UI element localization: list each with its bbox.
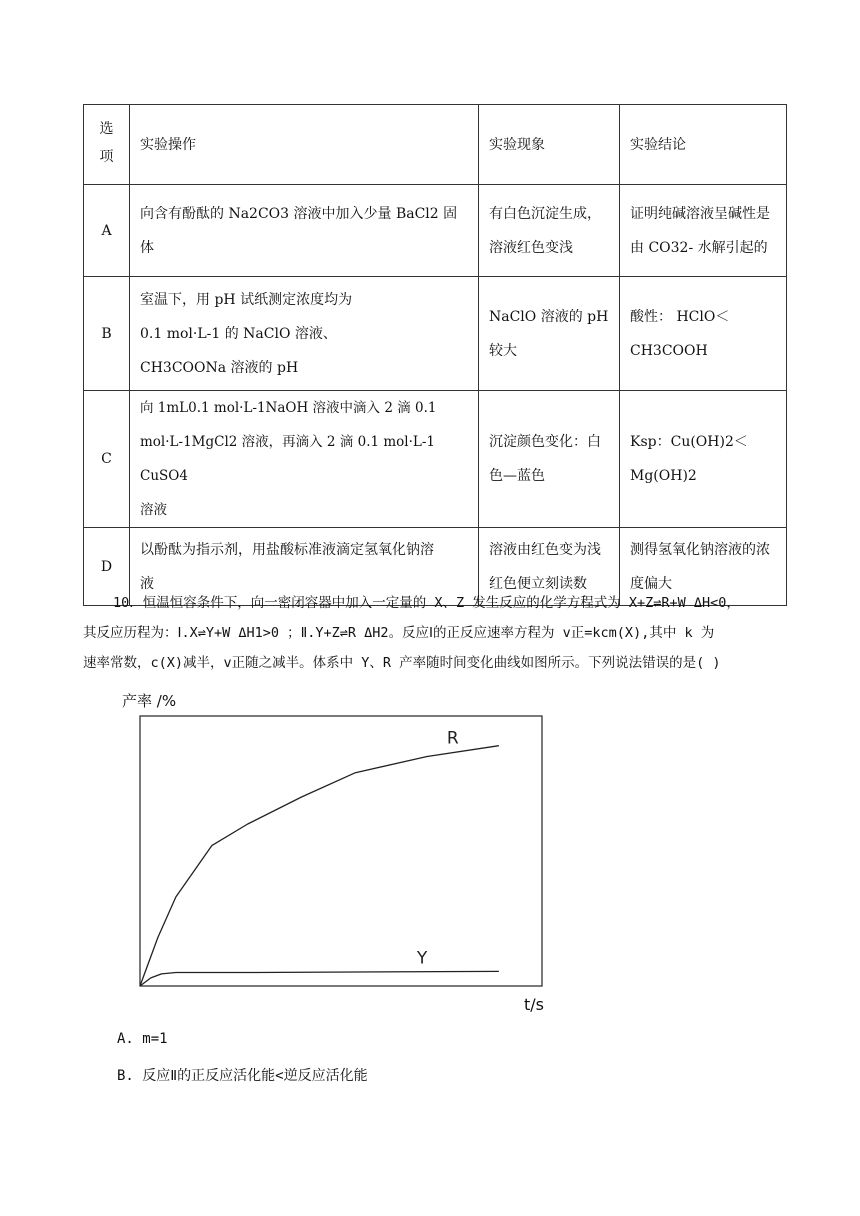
yield-chart xyxy=(130,710,550,995)
conclusion-line: Mg(OH)2 xyxy=(630,468,697,484)
series-label-r: R xyxy=(446,728,459,749)
phenomenon-line: NaClO 溶液的 pH xyxy=(489,308,609,325)
option-a: A. m=1 xyxy=(117,1031,168,1047)
header-option xyxy=(84,105,130,185)
conclusion-cell xyxy=(620,185,787,277)
conclusion-line: 测得氢氧化钠溶液的浓 xyxy=(630,541,770,558)
phenomenon-line: 溶液红色变浅 xyxy=(489,239,573,256)
header-option-text: 选项 xyxy=(99,121,114,165)
conclusion-cell xyxy=(620,391,787,528)
question-line: 10．恒温恒容条件下，向一密闭容器中加入一定量的 X、Z 发生反应的化学方程式为 X+Z⇌R+W ΔH<0， xyxy=(113,595,740,611)
option-cell: A xyxy=(84,185,130,277)
operation-line: 室温下，用 pH 试纸测定浓度均为 xyxy=(140,291,353,308)
operation-line: 0.1 mol·L-1 的 NaClO 溶液、 xyxy=(140,325,337,342)
conclusion-line: 由 CO32- 水解引起的 xyxy=(630,239,768,256)
option-cell: D xyxy=(84,528,130,606)
phenomenon-cell xyxy=(479,185,620,277)
operation-cell xyxy=(130,391,479,528)
operation-cell xyxy=(130,277,479,391)
phenomenon-cell xyxy=(479,391,620,528)
phenomenon-cell xyxy=(479,277,620,391)
y-axis-label: 产率 /% xyxy=(122,692,177,710)
header-phenomenon: 实验现象 xyxy=(479,105,620,185)
header-conclusion: 实验结论 xyxy=(620,105,787,185)
table-header-row xyxy=(84,105,787,185)
option-b: B. 反应Ⅱ的正反应活化能<逆反应活化能 xyxy=(117,1068,368,1084)
conclusion-line: CH3COOH xyxy=(630,342,708,359)
header-operation: 实验操作 xyxy=(130,105,479,185)
operation-line: CH3COONa 溶液的 pH xyxy=(140,359,299,376)
phenomenon-line: 较大 xyxy=(489,342,517,359)
conclusion-cell xyxy=(620,277,787,391)
table-row-c xyxy=(84,391,787,528)
series-line-y xyxy=(140,971,499,986)
table-row-b xyxy=(84,277,787,391)
phenomenon-line: 有白色沉淀生成， xyxy=(489,205,601,222)
series-label-y: Y xyxy=(416,948,428,969)
question-10 xyxy=(83,588,789,678)
question-line: 其反应历程为：Ⅰ.X⇌Y+W ΔH1>0 ；Ⅱ.Y+Z⇌R ΔH2。反应Ⅰ的正反应速率方程为 v正=kcm(X),其中 k 为 xyxy=(83,625,715,641)
experiment-table xyxy=(83,104,787,606)
operation-line: 以酚酞为指示剂，用盐酸标准液滴定氢氧化钠溶 xyxy=(140,541,434,558)
plot-frame xyxy=(140,716,542,986)
conclusion-line: 酸性： HClO＜ xyxy=(630,308,730,325)
phenomenon-line: 溶液由红色变为浅 xyxy=(489,541,601,558)
conclusion-line: 度偏大 xyxy=(630,575,672,592)
operation-line: 液 xyxy=(140,575,154,592)
question-line: 速率常数，c(X)减半，v正随之减半。体系中 Y、R 产率随时间变化曲线如图所示。下列说法错误的是( ) xyxy=(83,655,721,671)
table-row-a xyxy=(84,185,787,277)
phenomenon-line: 色—蓝色 xyxy=(489,468,545,484)
conclusion-line: Ksp：Cu(OH)2＜ xyxy=(630,434,748,450)
series-line-r xyxy=(140,746,499,986)
operation-line: mol·L-1MgCl2 溶液，再滴入 2 滴 0.1 mol·L-1 CuSO4 xyxy=(140,434,436,484)
phenomenon-line: 红色便立刻读数 xyxy=(489,575,587,592)
phenomenon-line: 沉淀颜色变化：白 xyxy=(489,434,601,450)
operation-line: 溶液 xyxy=(140,502,167,518)
operation-cell: 向含有酚酞的 Na2CO3 溶液中加入少量 BaCl2 固体 xyxy=(130,185,479,277)
operation-line: 向 1mL0.1 mol·L-1NaOH 溶液中滴入 2 滴 0.1 xyxy=(140,400,437,416)
option-cell: C xyxy=(84,391,130,528)
x-axis-label: t/s xyxy=(524,995,544,1014)
option-cell: B xyxy=(84,277,130,391)
conclusion-line: 证明纯碱溶液呈碱性是 xyxy=(630,205,770,222)
